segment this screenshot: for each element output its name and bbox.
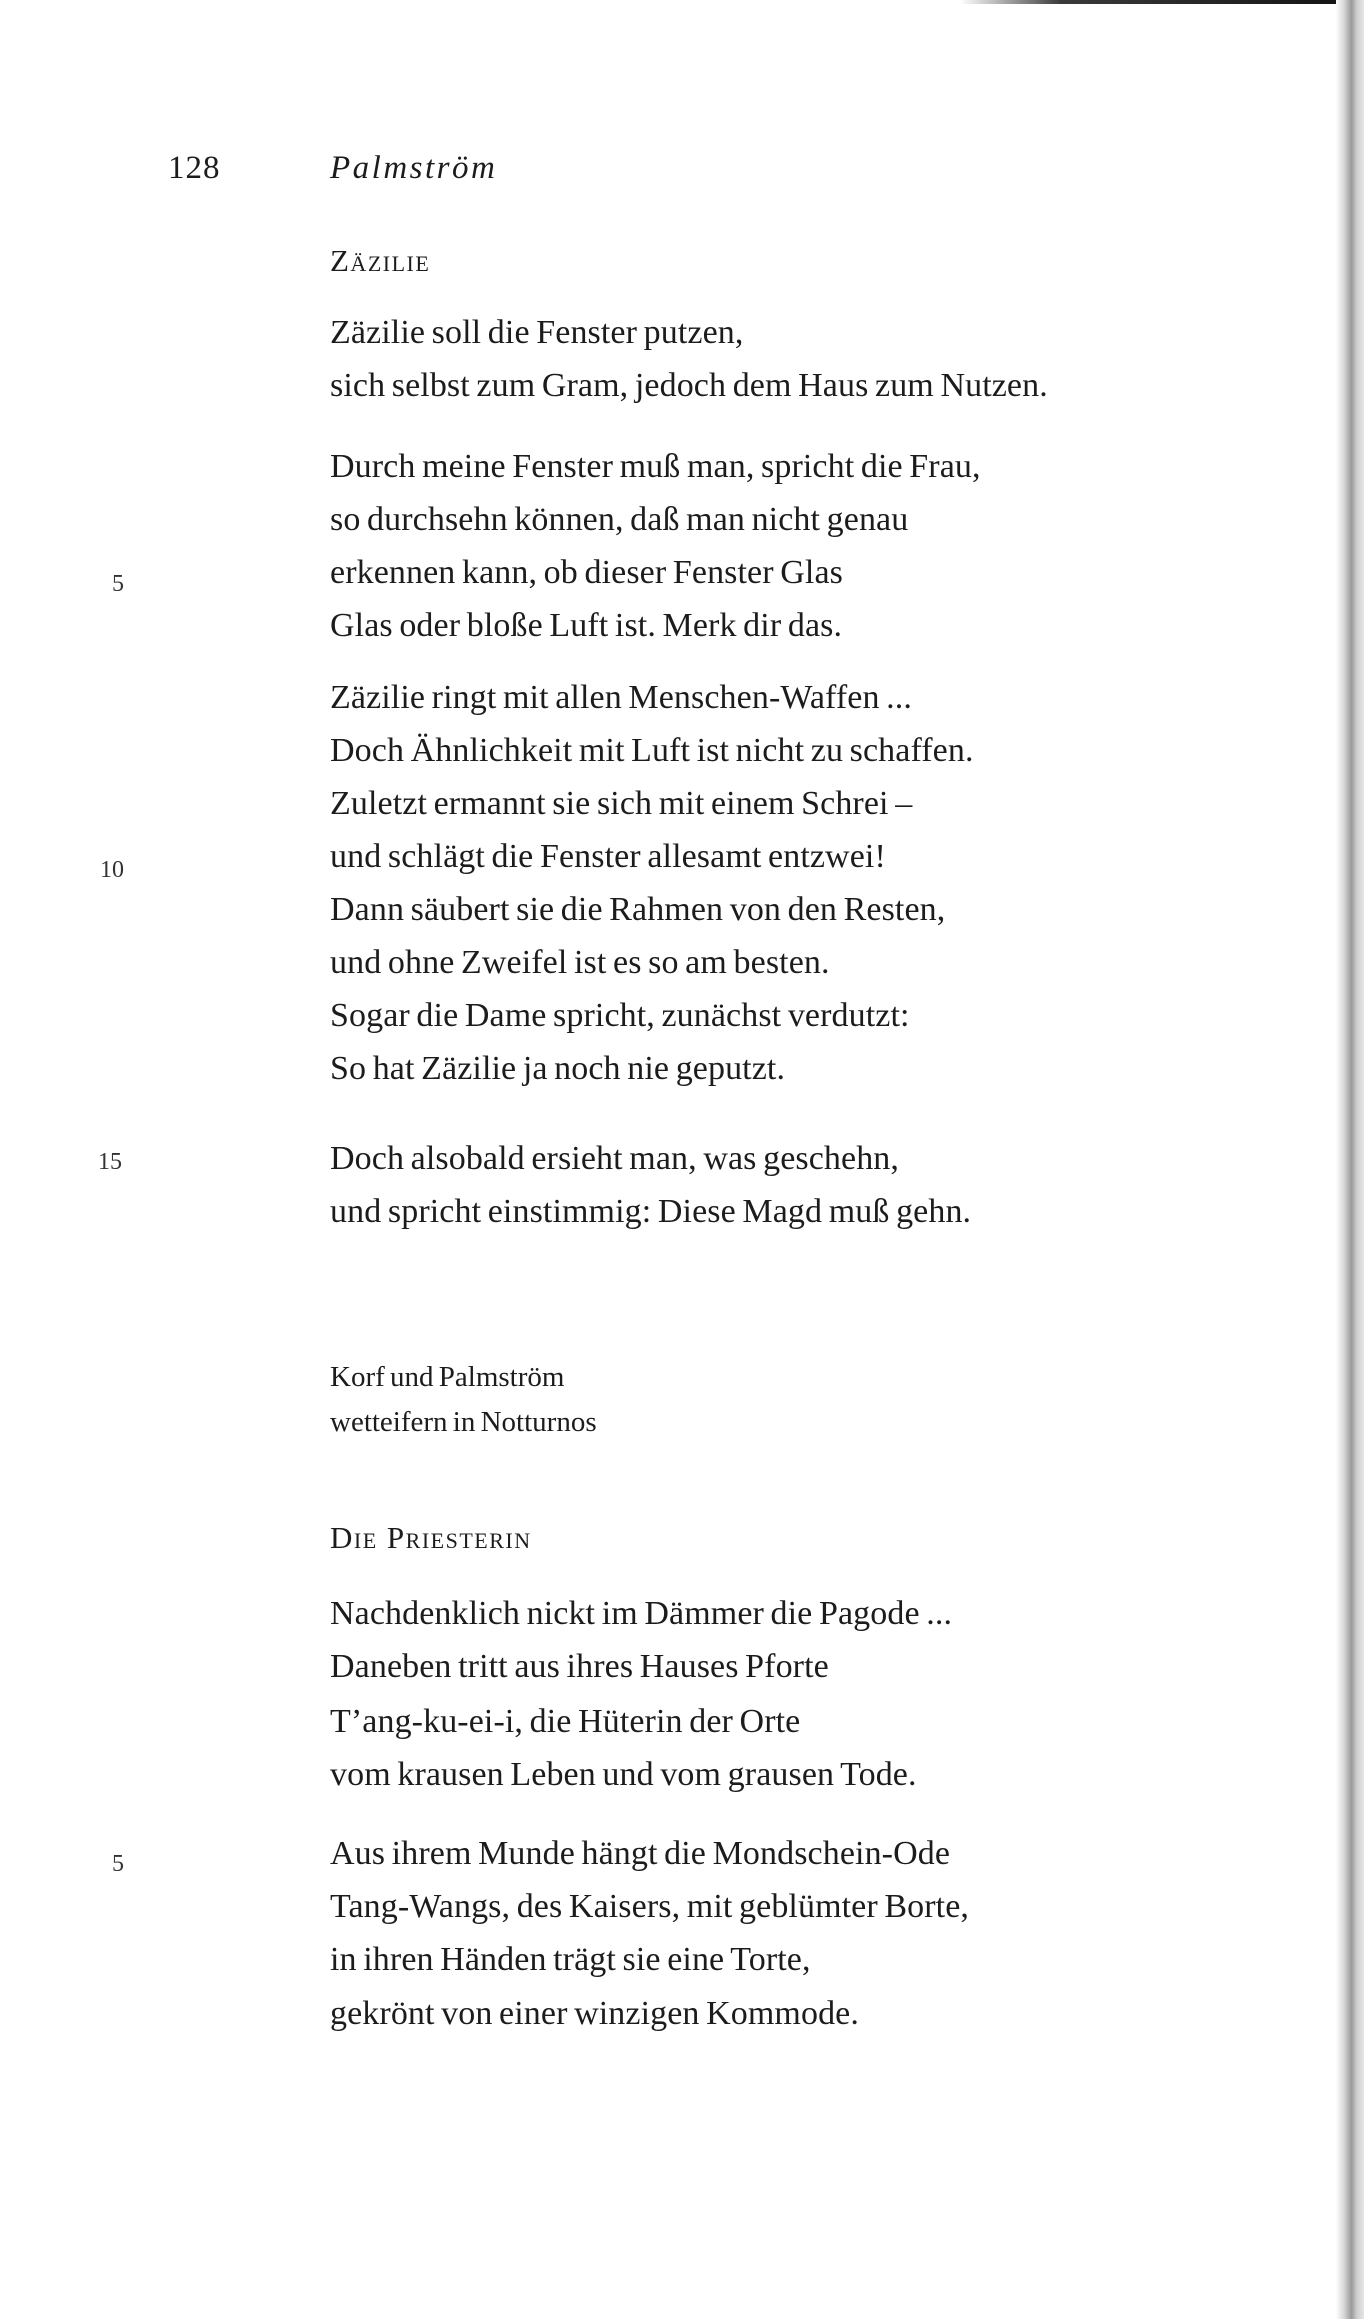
- verse-line: so durchsehn können, daß man nicht genau: [330, 501, 909, 538]
- section-heading-line1: Korf und Palmström: [330, 1361, 565, 1393]
- verse-line: sich selbst zum Gram, jedoch dem Haus zum Nutzen.: [330, 367, 1048, 404]
- poem-title-zaezilie: Zäzilie: [330, 243, 431, 278]
- section-heading-line2: wetteifern in Notturnos: [330, 1406, 597, 1438]
- page-top-edge-shadow: [960, 0, 1364, 4]
- verse-line: Doch Ähnlichkeit mit Luft ist nicht zu schaffen.: [330, 732, 974, 769]
- verse-line: Dann säubert sie die Rahmen von den Resten,: [330, 891, 946, 928]
- line-number: 5: [112, 1851, 124, 1877]
- verse-line: vom krausen Leben und vom grausen Tode.: [330, 1756, 917, 1793]
- verse-line: Nachdenklich nickt im Dämmer die Pagode ...: [330, 1595, 953, 1632]
- verse-line: Daneben tritt aus ihres Hauses Pforte: [330, 1648, 829, 1685]
- verse-line: Glas oder bloße Luft ist. Merk dir das.: [330, 607, 843, 644]
- verse-line: erkennen kann, ob dieser Fenster Glas: [330, 554, 843, 591]
- verse-line: Sogar die Dame spricht, zunächst verdutzt:: [330, 997, 910, 1034]
- line-number: 5: [112, 571, 124, 597]
- verse-line: und spricht einstimmig: Diese Magd muß gehn.: [330, 1193, 972, 1230]
- running-title: Palmström: [330, 150, 498, 186]
- verse-line: Tang-Wangs, des Kaisers, mit geblümter Borte,: [330, 1888, 970, 1925]
- verse-line: in ihren Händen trägt sie eine Torte,: [330, 1941, 811, 1978]
- verse-line: Zäzilie ringt mit allen Menschen-Waffen ...: [330, 679, 912, 716]
- verse-line: So hat Zäzilie ja noch nie geputzt.: [330, 1050, 786, 1087]
- page-number: 128: [168, 150, 221, 186]
- line-number: 10: [100, 857, 124, 883]
- verse-line: und schlägt die Fenster allesamt entzwei!: [330, 838, 886, 875]
- verse-line: Zäzilie soll die Fenster putzen,: [330, 314, 744, 351]
- verse-line: T’ang-ku-ei-i, die Hüterin der Orte: [330, 1703, 801, 1740]
- line-number: 15: [98, 1149, 122, 1175]
- verse-line: Zuletzt ermannt sie sich mit einem Schrei –: [330, 785, 913, 822]
- verse-line: gekrönt von einer winzigen Kommode.: [330, 1995, 859, 2032]
- book-spine-shadow: [1336, 0, 1364, 2319]
- poem-title-die-priesterin: Die Priesterin: [330, 1520, 532, 1555]
- verse-line: Durch meine Fenster muß man, spricht die Frau,: [330, 448, 981, 485]
- verse-line: Aus ihrem Munde hängt die Mondschein-Ode: [330, 1835, 951, 1872]
- verse-line: Doch alsobald ersieht man, was geschehn,: [330, 1140, 899, 1177]
- verse-line: und ohne Zweifel ist es so am besten.: [330, 944, 830, 981]
